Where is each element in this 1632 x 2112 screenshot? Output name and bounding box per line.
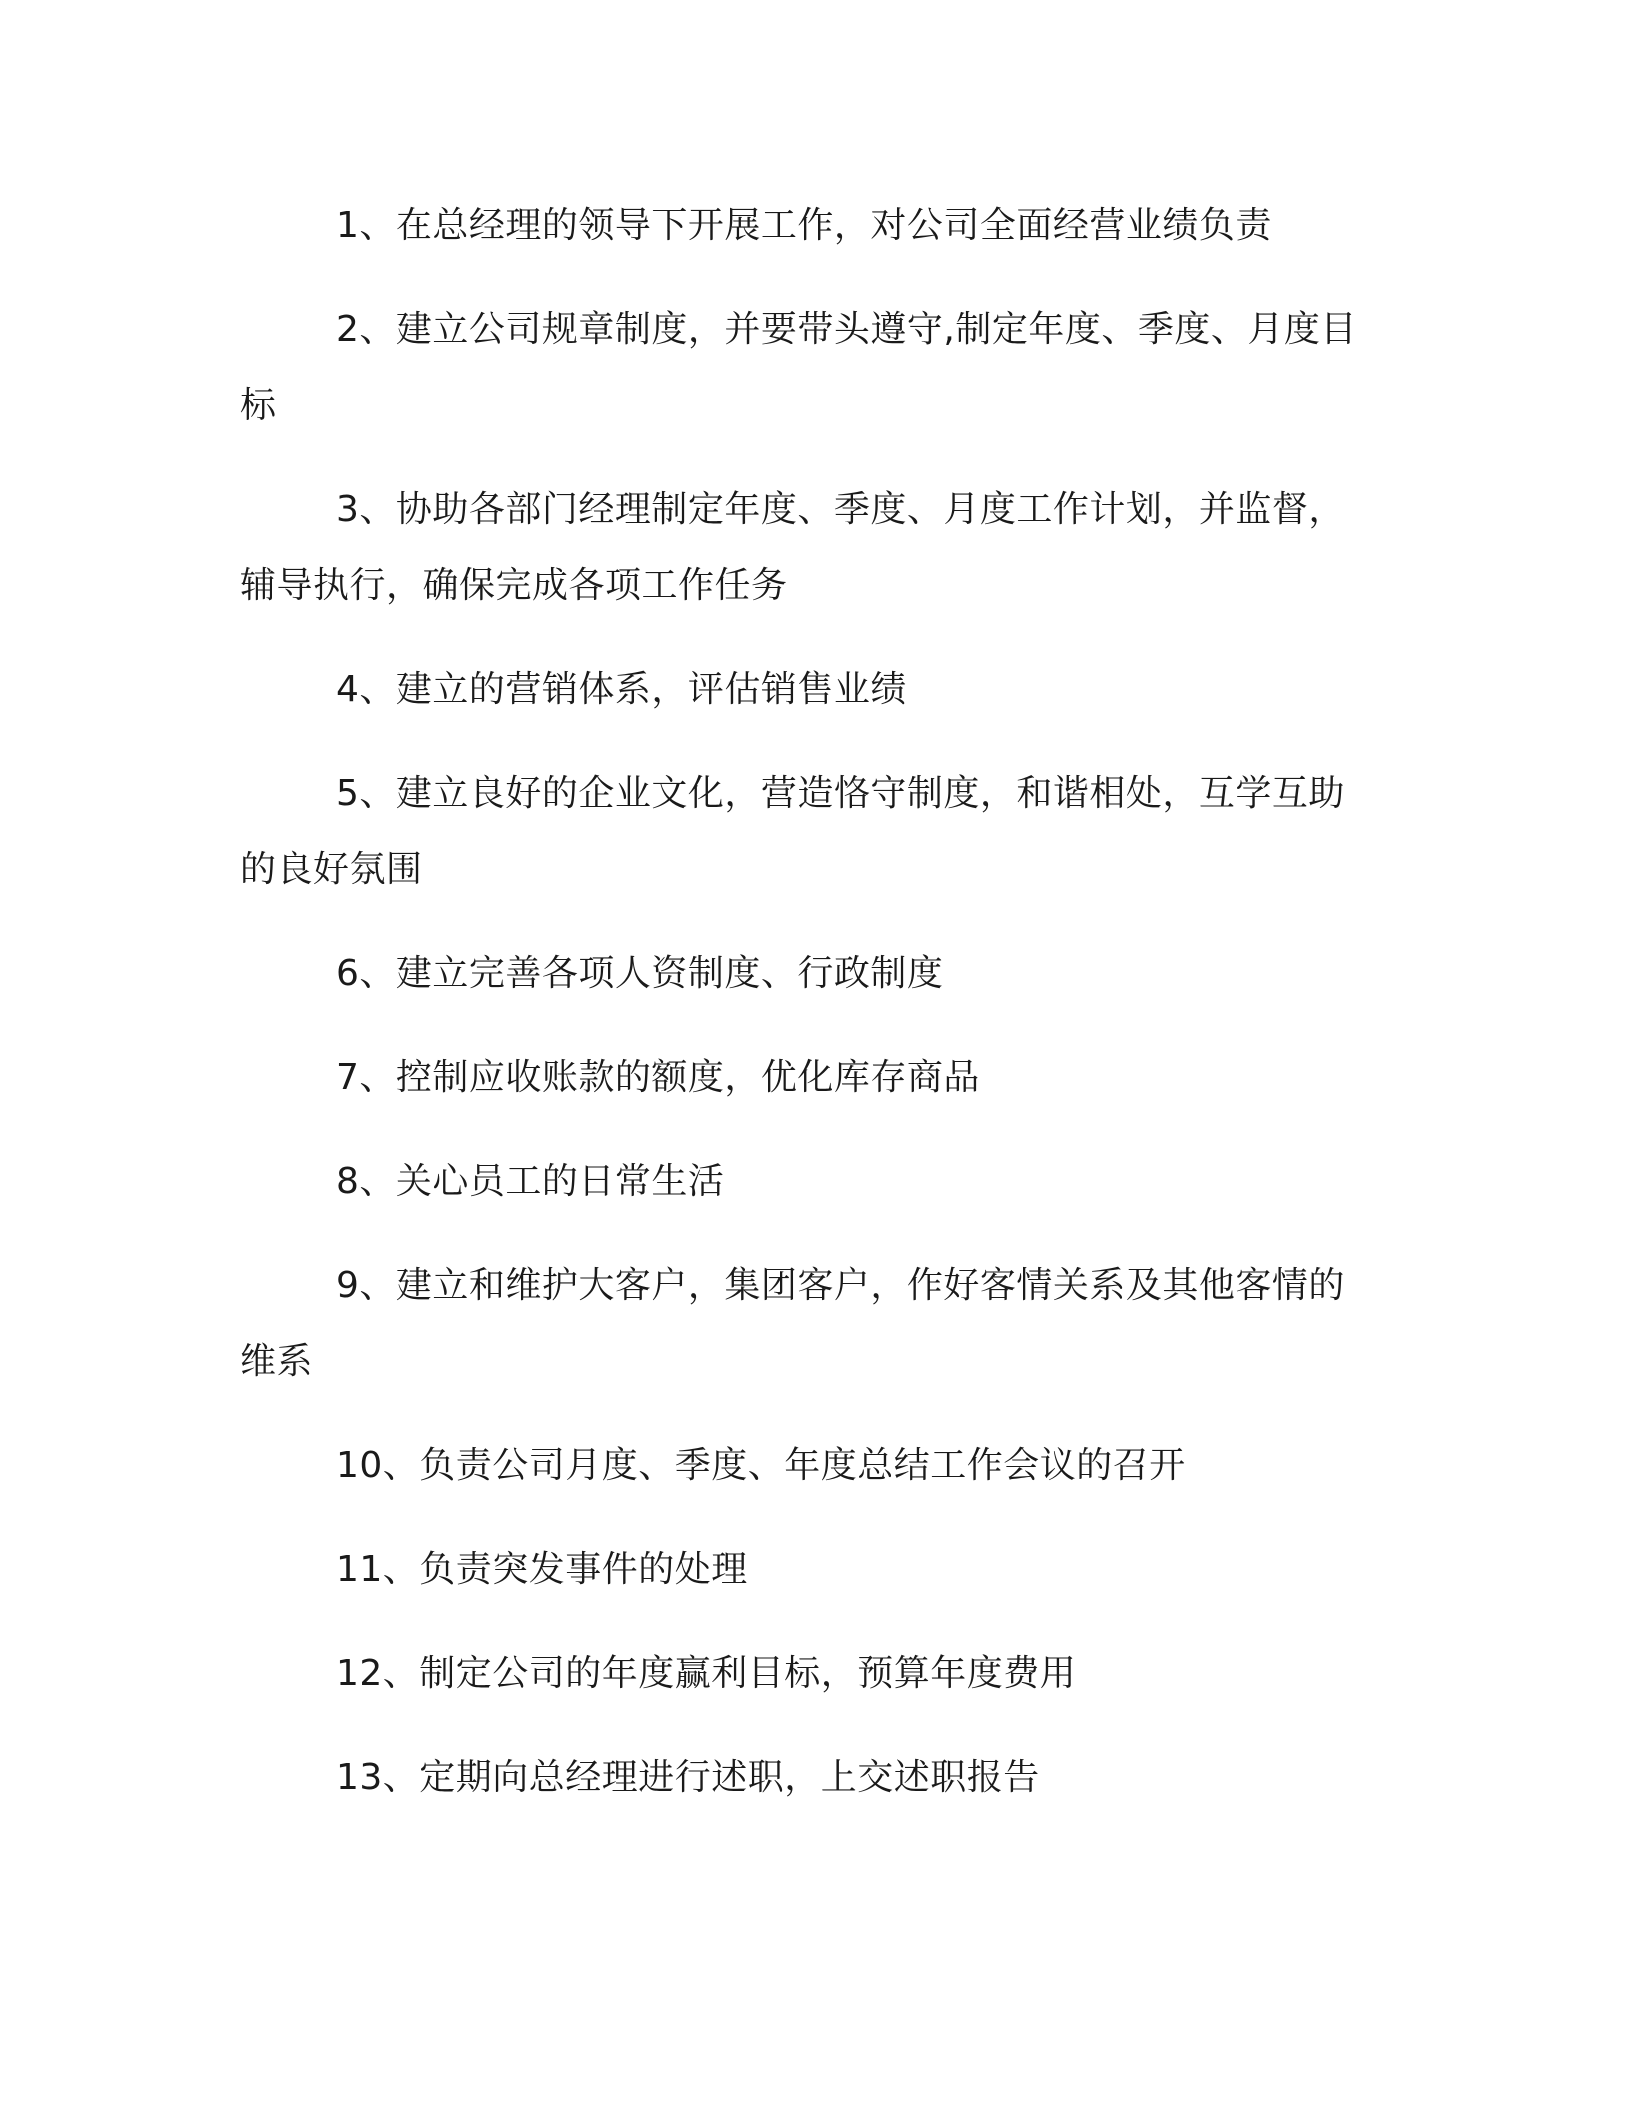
- list-item: 11、负责突发事件的处理: [336, 1549, 748, 1590]
- list-item: 8、关心员工的日常生活: [336, 1161, 725, 1202]
- duty-list: [240, 188, 1370, 1844]
- list-item: 9、建立和维护大客户，集团客户，作好客情关系及其他客情的维系: [240, 1265, 1345, 1382]
- list-item: 4、建立的营销体系，评估销售业绩: [336, 669, 907, 710]
- list-item: 5、建立良好的企业文化，营造恪守制度，和谐相处，互学互助的良好氛围: [240, 773, 1345, 890]
- list-item: 12、制定公司的年度赢利目标，预算年度费用: [336, 1653, 1077, 1694]
- list-item: 1、在总经理的领导下开展工作，对公司全面经营业绩负责: [336, 205, 1272, 246]
- list-item: 3、协助各部门经理制定年度、季度、月度工作计划，并监督，辅导执行，确保完成各项工作任务: [240, 489, 1345, 606]
- list-item: 13、定期向总经理进行述职，上交述职报告: [336, 1757, 1040, 1798]
- list-item: 7、控制应收账款的额度，优化库存商品: [336, 1057, 980, 1098]
- list-item: 2、建立公司规章制度，并要带头遵守,制定年度、季度、月度目标: [240, 309, 1357, 426]
- list-item: 6、建立完善各项人资制度、行政制度: [336, 953, 944, 994]
- list-item: 10、负责公司月度、季度、年度总结工作会议的召开: [336, 1445, 1186, 1486]
